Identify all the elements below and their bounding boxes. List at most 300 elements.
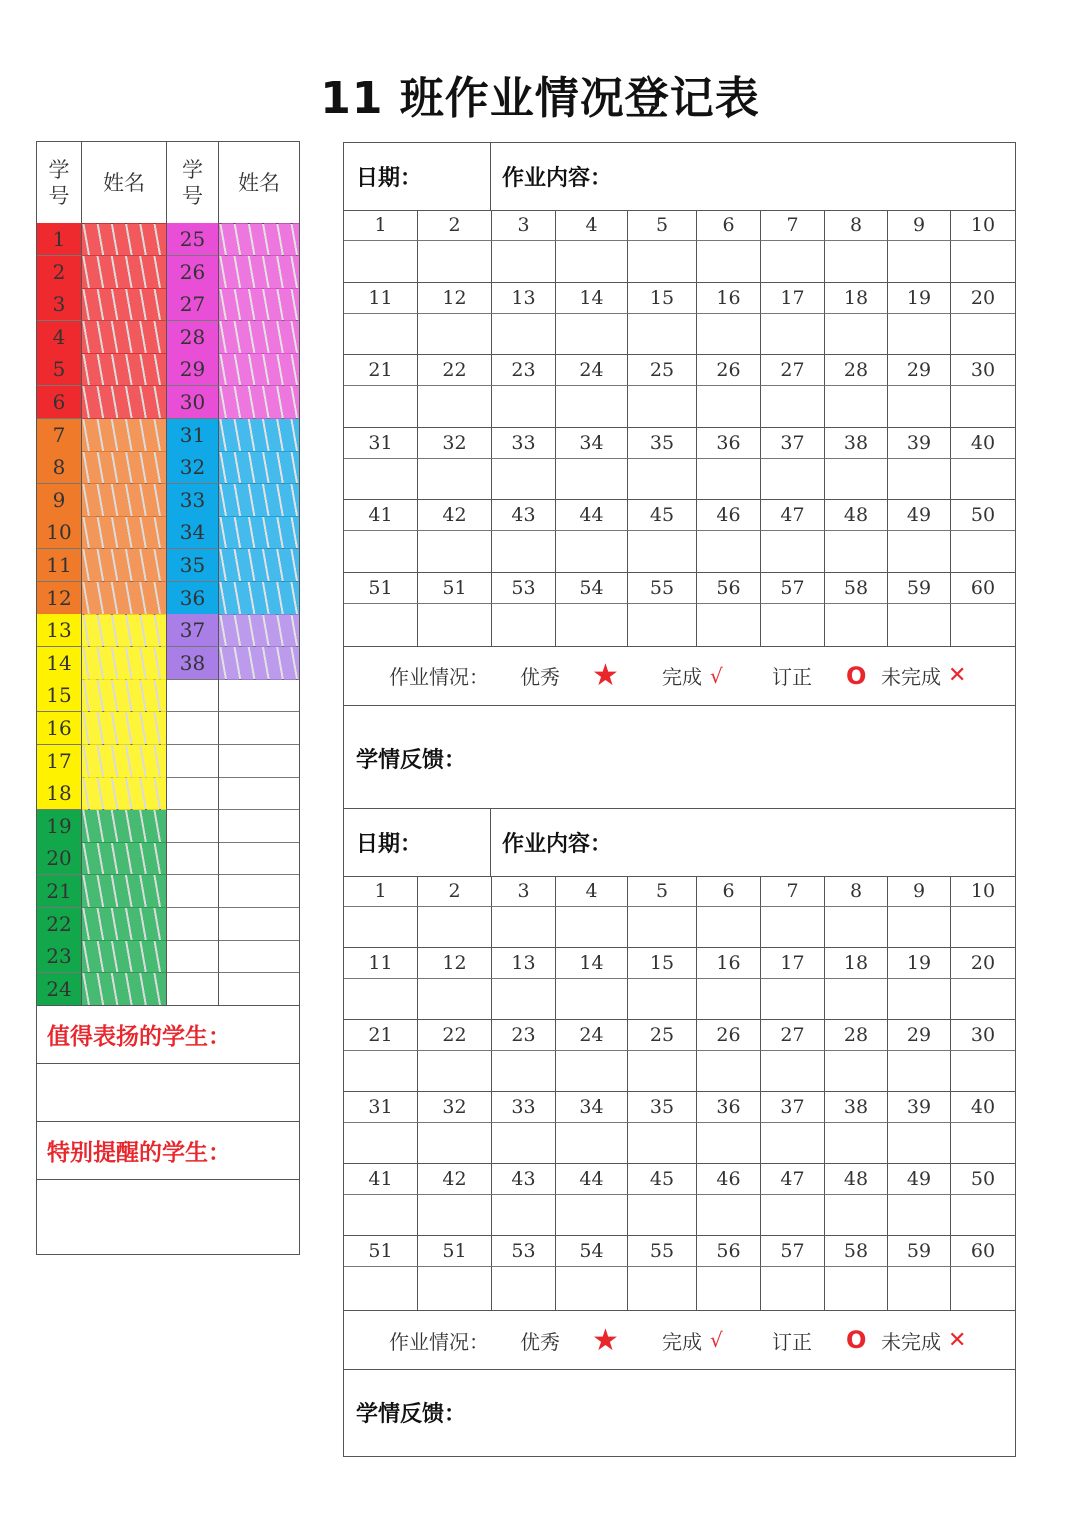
roster-row xyxy=(37,484,299,517)
roster-row xyxy=(37,549,299,582)
status-mark-cell[interactable] xyxy=(492,604,556,647)
student-number-label: 38 xyxy=(825,1092,888,1123)
status-mark-cell[interactable] xyxy=(697,531,761,573)
name-redaction-scribble xyxy=(82,745,166,778)
status-mark-cell[interactable] xyxy=(418,386,492,428)
status-mark-cell[interactable] xyxy=(697,241,761,283)
student-name-cell[interactable] xyxy=(219,484,299,517)
roster-row xyxy=(37,451,299,484)
student-number-label: 4 xyxy=(556,876,628,907)
name-redaction-scribble xyxy=(82,288,166,321)
grid-row-group xyxy=(344,500,1015,573)
status-mark-cell[interactable] xyxy=(418,241,492,283)
status-mark-cell[interactable] xyxy=(825,459,888,501)
status-mark-cell[interactable] xyxy=(697,386,761,428)
status-mark-cell[interactable] xyxy=(888,386,951,428)
student-number-label: 48 xyxy=(825,500,888,531)
status-mark-cell[interactable] xyxy=(492,979,556,1020)
status-mark-cell[interactable] xyxy=(344,907,418,948)
student-name-cell[interactable] xyxy=(82,386,167,419)
status-mark-cell[interactable] xyxy=(492,531,556,573)
status-mark-cell[interactable] xyxy=(951,241,1015,283)
student-number-cell: 21 xyxy=(37,875,82,908)
status-mark-cell[interactable] xyxy=(951,459,1015,501)
roster-row xyxy=(37,875,299,908)
student-name-cell[interactable] xyxy=(219,647,299,680)
status-mark-cell[interactable] xyxy=(888,1195,951,1236)
student-name-cell[interactable] xyxy=(82,288,167,321)
grid-row-group xyxy=(344,283,1015,356)
student-name-cell[interactable] xyxy=(219,386,299,419)
status-mark-cell[interactable] xyxy=(556,531,628,573)
student-number-label: 17 xyxy=(761,948,825,979)
roster-row xyxy=(37,842,299,875)
status-mark-cell[interactable] xyxy=(825,386,888,428)
student-name-cell[interactable] xyxy=(82,582,167,615)
student-name-cell[interactable] xyxy=(82,712,167,745)
student-name-cell[interactable] xyxy=(219,777,299,810)
student-name-cell[interactable] xyxy=(219,288,299,321)
student-number-cell: 19 xyxy=(37,810,82,843)
status-mark-cell[interactable] xyxy=(344,1267,418,1311)
status-mark-cell[interactable] xyxy=(418,1051,492,1092)
status-mark-cell[interactable] xyxy=(492,1051,556,1092)
roster-row xyxy=(37,745,299,778)
student-number-label: 42 xyxy=(418,500,492,531)
status-mark-cell[interactable] xyxy=(697,979,761,1020)
status-mark-cell[interactable] xyxy=(951,1123,1015,1164)
name-redaction-scribble xyxy=(219,647,299,680)
status-mark-cell[interactable] xyxy=(628,979,697,1020)
status-mark-cell[interactable] xyxy=(951,314,1015,356)
student-name-cell[interactable] xyxy=(219,582,299,615)
status-mark-cell[interactable] xyxy=(825,531,888,573)
student-number-cell xyxy=(167,842,219,875)
student-number-label: 59 xyxy=(888,1236,951,1267)
student-name-cell[interactable] xyxy=(219,810,299,843)
status-mark-cell[interactable] xyxy=(888,314,951,356)
status-mark-cell[interactable] xyxy=(951,1267,1015,1311)
status-mark-cell[interactable] xyxy=(951,907,1015,948)
status-mark-cell[interactable] xyxy=(761,604,825,647)
student-number-label: 5 xyxy=(628,876,697,907)
student-name-cell[interactable] xyxy=(82,810,167,843)
student-number-label: 34 xyxy=(556,428,628,459)
status-mark-cell[interactable] xyxy=(761,907,825,948)
status-mark-cell[interactable] xyxy=(344,1123,418,1164)
status-mark-cell[interactable] xyxy=(825,604,888,647)
student-number-cell: 1 xyxy=(37,223,82,256)
student-name-cell[interactable] xyxy=(82,419,167,452)
student-name-cell[interactable] xyxy=(82,614,167,647)
student-number-label: 32 xyxy=(418,428,492,459)
student-name-cell[interactable] xyxy=(219,745,299,778)
student-name-cell[interactable] xyxy=(219,875,299,908)
student-name-cell[interactable] xyxy=(219,712,299,745)
student-number-label: 1 xyxy=(344,876,418,907)
status-mark-cell[interactable] xyxy=(556,1051,628,1092)
status-mark-cell[interactable] xyxy=(628,531,697,573)
student-number-cell: 4 xyxy=(37,321,82,354)
student-name-cell[interactable] xyxy=(82,679,167,712)
status-mark-cell[interactable] xyxy=(697,1267,761,1311)
student-number-label: 45 xyxy=(628,1164,697,1195)
student-number-label: 7 xyxy=(761,210,825,241)
name-redaction-scribble xyxy=(82,516,166,549)
student-name-cell[interactable] xyxy=(219,256,299,289)
status-mark-cell[interactable] xyxy=(344,531,418,573)
status-mark-cell[interactable] xyxy=(888,1267,951,1311)
name-redaction-scribble xyxy=(82,647,166,680)
student-number-label: 19 xyxy=(888,283,951,314)
status-mark-cell[interactable] xyxy=(888,241,951,283)
status-mark-cell[interactable] xyxy=(888,1123,951,1164)
student-number-label: 56 xyxy=(697,573,761,604)
name-redaction-scribble xyxy=(219,614,299,647)
student-number-label: 45 xyxy=(628,500,697,531)
status-mark-cell[interactable] xyxy=(951,979,1015,1020)
student-number-cell xyxy=(167,810,219,843)
status-mark-cell[interactable] xyxy=(556,979,628,1020)
student-number-cell: 22 xyxy=(37,908,82,941)
student-number-header-label: 学号 xyxy=(48,157,70,208)
status-mark-cell[interactable] xyxy=(951,386,1015,428)
learning-feedback-field[interactable]: 学情反馈： xyxy=(356,747,467,773)
student-number-label: 51 xyxy=(344,573,418,604)
student-name-cell[interactable] xyxy=(82,484,167,517)
name-redaction-scribble xyxy=(82,875,166,908)
status-mark-cell[interactable] xyxy=(761,1051,825,1092)
status-mark-cell[interactable] xyxy=(556,604,628,647)
grid-row-group xyxy=(344,876,1015,948)
student-number-label: 31 xyxy=(344,428,418,459)
status-mark-cell[interactable] xyxy=(628,386,697,428)
roster-row xyxy=(37,908,299,941)
student-number-label: 47 xyxy=(761,1164,825,1195)
student-name-cell[interactable] xyxy=(82,745,167,778)
grid-row-group xyxy=(344,428,1015,501)
student-number-label: 35 xyxy=(628,1092,697,1123)
student-number-cell: 9 xyxy=(37,484,82,517)
student-number-label: 40 xyxy=(951,1092,1015,1123)
status-mark-cell[interactable] xyxy=(418,1267,492,1311)
student-number-cell: 28 xyxy=(167,321,219,354)
student-name-cell[interactable] xyxy=(82,516,167,549)
status-mark-cell[interactable] xyxy=(628,459,697,501)
student-number-label: 36 xyxy=(697,1092,761,1123)
student-name-cell[interactable] xyxy=(219,353,299,386)
student-number-cell: 27 xyxy=(167,288,219,321)
student-name-cell[interactable] xyxy=(219,516,299,549)
status-mark-cell[interactable] xyxy=(556,1123,628,1164)
status-mark-cell[interactable] xyxy=(344,459,418,501)
student-number-cell: 30 xyxy=(167,386,219,419)
status-mark-cell[interactable] xyxy=(418,1123,492,1164)
student-name-cell[interactable] xyxy=(82,353,167,386)
student-number-label: 60 xyxy=(951,1236,1015,1267)
student-name-cell[interactable] xyxy=(82,549,167,582)
name-redaction-scribble xyxy=(82,386,166,419)
student-number-cell: 34 xyxy=(167,516,219,549)
status-mark-cell[interactable] xyxy=(825,907,888,948)
student-number-cell: 16 xyxy=(37,712,82,745)
status-mark-cell[interactable] xyxy=(492,907,556,948)
status-mark-cell[interactable] xyxy=(951,1195,1015,1236)
status-mark-cell[interactable] xyxy=(761,1267,825,1311)
student-name-cell[interactable] xyxy=(219,679,299,712)
student-name-cell[interactable] xyxy=(82,908,167,941)
student-name-cell[interactable] xyxy=(82,321,167,354)
status-mark-cell[interactable] xyxy=(628,1051,697,1092)
student-number-cell: 13 xyxy=(37,614,82,647)
status-mark-cell[interactable] xyxy=(628,1267,697,1311)
roster-row xyxy=(37,614,299,647)
homework-sheet-1 xyxy=(343,142,1016,809)
status-mark-cell[interactable] xyxy=(556,241,628,283)
student-number-label: 49 xyxy=(888,500,951,531)
status-mark-cell[interactable] xyxy=(697,459,761,501)
status-mark-cell[interactable] xyxy=(628,1123,697,1164)
roster-row xyxy=(37,582,299,615)
student-number-label: 51 xyxy=(418,573,492,604)
name-redaction-scribble xyxy=(219,256,299,289)
status-mark-cell[interactable] xyxy=(761,1123,825,1164)
roster-row xyxy=(37,353,299,386)
student-number-label: 33 xyxy=(492,1092,556,1123)
student-name-cell[interactable] xyxy=(82,777,167,810)
legend-correct-label: 订正 xyxy=(772,1329,812,1354)
student-name-cell[interactable] xyxy=(219,908,299,941)
status-mark-cell[interactable] xyxy=(628,907,697,948)
status-mark-cell[interactable] xyxy=(697,1051,761,1092)
student-number-label: 6 xyxy=(697,210,761,241)
student-number-label: 51 xyxy=(344,1236,418,1267)
roster-row xyxy=(37,940,299,973)
date-field[interactable]: 日期： xyxy=(344,143,491,210)
student-name-cell[interactable] xyxy=(82,223,167,256)
name-redaction-scribble xyxy=(82,973,166,1006)
student-name-cell[interactable] xyxy=(219,973,299,1006)
status-mark-cell[interactable] xyxy=(344,241,418,283)
status-mark-cell[interactable] xyxy=(556,459,628,501)
student-number-label: 20 xyxy=(951,948,1015,979)
status-mark-cell[interactable] xyxy=(492,459,556,501)
name-redaction-scribble xyxy=(82,419,166,452)
status-mark-cell[interactable] xyxy=(556,386,628,428)
student-name-header-2: 姓名 xyxy=(238,170,280,195)
name-redaction-scribble xyxy=(82,712,166,745)
student-number-label: 37 xyxy=(761,1092,825,1123)
status-mark-cell[interactable] xyxy=(628,604,697,647)
student-name-cell[interactable] xyxy=(219,549,299,582)
student-name-cell[interactable] xyxy=(219,419,299,452)
legend-label: 作业情况： xyxy=(389,665,489,689)
student-name-cell[interactable] xyxy=(219,451,299,484)
grid-row-group xyxy=(344,573,1015,647)
status-mark-cell[interactable] xyxy=(418,604,492,647)
status-mark-cell[interactable] xyxy=(888,907,951,948)
status-mark-cell[interactable] xyxy=(888,1051,951,1092)
student-number-label: 24 xyxy=(556,355,628,386)
status-mark-cell[interactable] xyxy=(825,1195,888,1236)
status-mark-cell[interactable] xyxy=(628,1195,697,1236)
student-number-label: 19 xyxy=(888,948,951,979)
status-mark-cell[interactable] xyxy=(628,314,697,356)
roster-row xyxy=(37,256,299,289)
student-number-label: 20 xyxy=(951,283,1015,314)
student-name-cell[interactable] xyxy=(219,842,299,875)
sheet-header xyxy=(344,809,1015,877)
status-mark-cell[interactable] xyxy=(492,1123,556,1164)
student-name-cell[interactable] xyxy=(82,940,167,973)
status-mark-cell[interactable] xyxy=(344,979,418,1020)
student-number-label: 11 xyxy=(344,283,418,314)
status-mark-cell[interactable] xyxy=(628,241,697,283)
student-number-cell: 18 xyxy=(37,777,82,810)
student-number-label: 1 xyxy=(344,210,418,241)
status-mark-cell[interactable] xyxy=(418,979,492,1020)
status-mark-cell[interactable] xyxy=(697,1123,761,1164)
name-redaction-scribble xyxy=(219,451,299,484)
student-number-cell: 17 xyxy=(37,745,82,778)
status-mark-cell[interactable] xyxy=(697,1195,761,1236)
name-redaction-scribble xyxy=(219,353,299,386)
homework-sheet-2 xyxy=(343,808,1016,1457)
status-mark-cell[interactable] xyxy=(418,459,492,501)
praise-students-label: 值得表扬的学生： xyxy=(37,1005,299,1063)
student-name-cell[interactable] xyxy=(219,614,299,647)
name-redaction-scribble xyxy=(82,940,166,973)
status-mark-cell[interactable] xyxy=(697,604,761,647)
learning-feedback-field[interactable]: 学情反馈： xyxy=(356,1402,467,1427)
status-mark-cell[interactable] xyxy=(418,907,492,948)
student-name-cell[interactable] xyxy=(219,223,299,256)
homework-content-field[interactable]: 作业内容： xyxy=(502,166,613,191)
status-mark-cell[interactable] xyxy=(888,979,951,1020)
name-redaction-scribble xyxy=(219,484,299,517)
student-number-cell xyxy=(167,940,219,973)
status-mark-cell[interactable] xyxy=(951,1051,1015,1092)
student-number-label: 51 xyxy=(418,1236,492,1267)
status-mark-cell[interactable] xyxy=(556,907,628,948)
student-number-label: 25 xyxy=(628,1020,697,1051)
student-number-cell: 20 xyxy=(37,842,82,875)
student-number-cell: 8 xyxy=(37,451,82,484)
grid-row-group xyxy=(344,1020,1015,1092)
student-name-cell[interactable] xyxy=(219,940,299,973)
remind-students-field[interactable] xyxy=(37,1179,299,1255)
status-mark-cell[interactable] xyxy=(888,531,951,573)
status-mark-cell[interactable] xyxy=(761,459,825,501)
student-number-label: 53 xyxy=(492,573,556,604)
status-mark-cell[interactable] xyxy=(825,241,888,283)
roster-row xyxy=(37,516,299,549)
status-mark-cell[interactable] xyxy=(556,1267,628,1311)
student-number-label: 43 xyxy=(492,500,556,531)
status-mark-cell[interactable] xyxy=(556,1195,628,1236)
student-name-cell[interactable] xyxy=(82,256,167,289)
status-mark-cell[interactable] xyxy=(344,386,418,428)
student-number-label: 24 xyxy=(556,1020,628,1051)
status-mark-cell[interactable] xyxy=(825,1267,888,1311)
status-mark-cell[interactable] xyxy=(492,314,556,356)
student-name-cell[interactable] xyxy=(82,973,167,1006)
status-mark-cell[interactable] xyxy=(697,314,761,356)
name-redaction-scribble xyxy=(82,256,166,289)
status-mark-cell[interactable] xyxy=(951,531,1015,573)
status-mark-cell[interactable] xyxy=(344,1195,418,1236)
status-mark-cell[interactable] xyxy=(761,314,825,356)
grid-row-group xyxy=(344,1092,1015,1164)
status-mark-cell[interactable] xyxy=(761,386,825,428)
homework-content-field[interactable]: 作业内容： xyxy=(502,832,613,857)
status-mark-cell[interactable] xyxy=(761,531,825,573)
student-number-label: 8 xyxy=(825,876,888,907)
status-mark-cell[interactable] xyxy=(951,604,1015,647)
status-legend xyxy=(344,647,1015,706)
student-number-label: 4 xyxy=(556,210,628,241)
roster-row xyxy=(37,386,299,419)
student-number-label: 33 xyxy=(492,428,556,459)
status-mark-cell[interactable] xyxy=(825,314,888,356)
roster-row xyxy=(37,777,299,810)
status-mark-cell[interactable] xyxy=(825,1123,888,1164)
status-mark-cell[interactable] xyxy=(825,1051,888,1092)
name-redaction-scribble xyxy=(82,321,166,354)
status-mark-cell[interactable] xyxy=(344,314,418,356)
status-mark-cell[interactable] xyxy=(492,386,556,428)
status-mark-cell[interactable] xyxy=(825,979,888,1020)
status-mark-cell[interactable] xyxy=(344,1051,418,1092)
status-mark-cell[interactable] xyxy=(556,314,628,356)
status-mark-cell[interactable] xyxy=(761,241,825,283)
student-name-cell[interactable] xyxy=(82,647,167,680)
grid-row-group xyxy=(344,210,1015,283)
status-mark-cell[interactable] xyxy=(888,604,951,647)
student-name-cell[interactable] xyxy=(82,875,167,908)
status-mark-cell[interactable] xyxy=(761,979,825,1020)
status-mark-cell[interactable] xyxy=(492,1195,556,1236)
roster-row xyxy=(37,679,299,712)
praise-students-field[interactable] xyxy=(37,1063,299,1122)
status-mark-cell[interactable] xyxy=(697,907,761,948)
student-number-label: 17 xyxy=(761,283,825,314)
student-number-cell: 3 xyxy=(37,288,82,321)
status-mark-cell[interactable] xyxy=(344,604,418,647)
student-number-label: 10 xyxy=(951,876,1015,907)
status-mark-cell[interactable] xyxy=(418,314,492,356)
student-number-cell xyxy=(167,745,219,778)
status-mark-cell[interactable] xyxy=(492,1267,556,1311)
student-number-cell xyxy=(167,908,219,941)
student-name-cell[interactable] xyxy=(82,451,167,484)
student-number-label: 30 xyxy=(951,1020,1015,1051)
student-number-label: 6 xyxy=(697,876,761,907)
student-number-label: 9 xyxy=(888,876,951,907)
status-mark-cell[interactable] xyxy=(418,1195,492,1236)
student-name-cell[interactable] xyxy=(219,321,299,354)
status-mark-cell[interactable] xyxy=(888,459,951,501)
status-mark-cell[interactable] xyxy=(761,1195,825,1236)
student-name-cell[interactable] xyxy=(82,842,167,875)
student-number-label: 35 xyxy=(628,428,697,459)
student-number-label: 53 xyxy=(492,1236,556,1267)
circle-icon: O xyxy=(846,1326,867,1354)
status-mark-cell[interactable] xyxy=(418,531,492,573)
date-field[interactable]: 日期： xyxy=(344,809,491,876)
student-number-label: 25 xyxy=(628,355,697,386)
status-mark-cell[interactable] xyxy=(492,241,556,283)
